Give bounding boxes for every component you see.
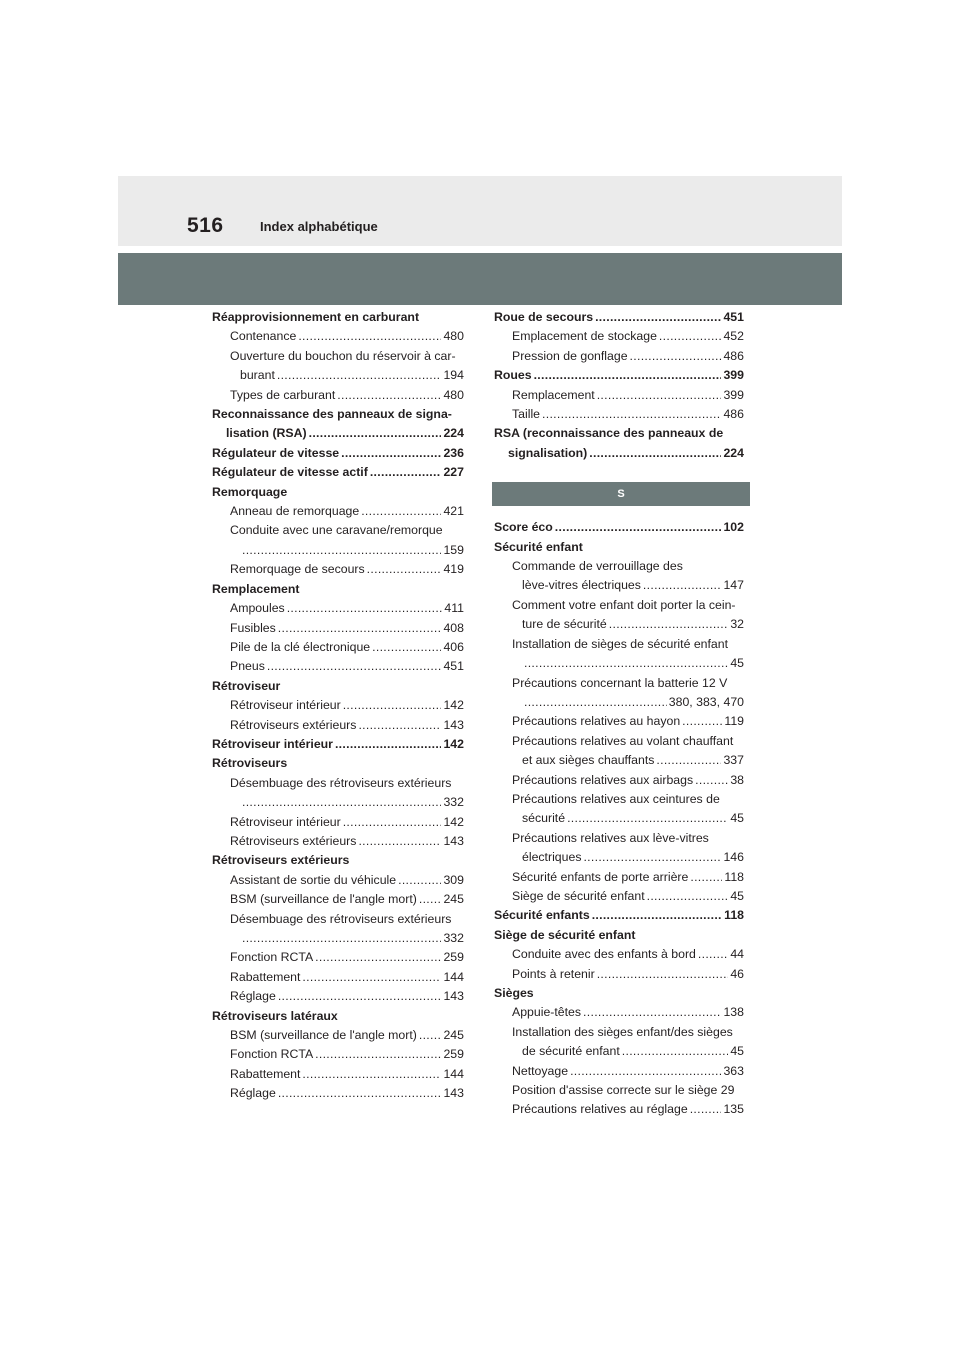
page-reference: 147 bbox=[723, 578, 744, 593]
entry-label: Appuie-têtes bbox=[512, 1005, 582, 1020]
index-subentry bbox=[212, 832, 464, 851]
entry-label: Rétroviseur intérieur bbox=[212, 736, 333, 751]
dot-leader bbox=[698, 945, 728, 964]
dot-leader bbox=[278, 619, 442, 638]
entry-label: Conduite avec des enfants à bord bbox=[512, 947, 696, 962]
entry-label: Rétroviseur intérieur bbox=[230, 814, 341, 829]
page-reference: 224 bbox=[723, 445, 744, 460]
page-reference: 408 bbox=[443, 620, 464, 635]
dot-leader bbox=[278, 987, 442, 1006]
header-title: Index alphabétique bbox=[260, 219, 378, 234]
entry-label: burant bbox=[240, 368, 275, 383]
dot-leader bbox=[524, 654, 728, 673]
dot-leader bbox=[597, 965, 729, 984]
header-dark-band bbox=[118, 253, 842, 305]
dot-leader bbox=[534, 366, 722, 385]
index-heading: Sièges bbox=[494, 986, 534, 1000]
index-subentry-text: Ouverture du bouchon du réservoir à car- bbox=[230, 348, 456, 363]
entry-label: Rétroviseurs extérieurs bbox=[230, 833, 357, 848]
page-reference: 102 bbox=[723, 520, 744, 535]
index-subentry bbox=[494, 405, 744, 424]
page-reference: 245 bbox=[443, 892, 464, 907]
page-reference: 118 bbox=[724, 869, 744, 884]
index-subentry bbox=[212, 619, 464, 638]
dot-leader bbox=[419, 1026, 442, 1045]
entry-label: Rétroviseur intérieur bbox=[230, 698, 341, 713]
index-entries-s bbox=[494, 518, 744, 1120]
entry-label: Points à retenir bbox=[512, 966, 595, 981]
entry-label: lève-vitres électriques bbox=[522, 578, 641, 593]
entry-label: Siège de sécurité enfant bbox=[512, 888, 645, 903]
dot-leader bbox=[622, 1042, 729, 1061]
index-subentry bbox=[212, 890, 464, 909]
index-column-right bbox=[494, 308, 744, 1120]
index-heading: Rétroviseur bbox=[212, 678, 281, 693]
index-entry bbox=[494, 518, 744, 537]
dot-leader bbox=[287, 599, 443, 618]
dot-leader bbox=[358, 832, 441, 851]
index-subentry bbox=[494, 576, 744, 595]
page-reference: 194 bbox=[443, 368, 464, 383]
entry-label: Précautions relatives au réglage bbox=[512, 1102, 688, 1117]
page-reference: 399 bbox=[723, 368, 744, 383]
entry-label: Rabattement bbox=[230, 1066, 301, 1081]
index-subentry bbox=[494, 945, 744, 964]
index-subentry bbox=[494, 965, 744, 984]
entry-label: Pression de gonflage bbox=[512, 348, 628, 363]
page-reference: 46 bbox=[730, 966, 744, 981]
dot-leader bbox=[583, 848, 721, 867]
section-letter-bar bbox=[492, 482, 750, 506]
index-subentry bbox=[212, 541, 464, 560]
dot-leader bbox=[695, 771, 728, 790]
index-subentry bbox=[494, 809, 744, 828]
page-reference: 486 bbox=[723, 348, 744, 363]
page-reference: 332 bbox=[443, 795, 464, 810]
index-subentry-text: Précautions concernant la batterie 12 V bbox=[512, 675, 728, 690]
dot-leader bbox=[343, 813, 442, 832]
dot-leader bbox=[630, 347, 722, 366]
entry-label: Réglage bbox=[230, 1086, 276, 1101]
dot-leader bbox=[570, 1062, 721, 1081]
header-band bbox=[118, 176, 842, 246]
index-heading: Reconnaissance des panneaux de signa- bbox=[212, 407, 452, 422]
entry-label: Ampoules bbox=[230, 601, 285, 616]
index-subentry bbox=[212, 638, 464, 657]
dot-leader bbox=[398, 871, 441, 890]
page-reference: 421 bbox=[443, 504, 464, 519]
page-reference: 135 bbox=[723, 1102, 744, 1117]
section-letter: S bbox=[617, 487, 625, 500]
dot-leader bbox=[277, 366, 442, 385]
index-subentry bbox=[494, 654, 744, 673]
entry-label: Remorquage de secours bbox=[230, 562, 365, 577]
index-subentry bbox=[212, 871, 464, 890]
index-subentry-text: Précautions relatives aux lève-vitres bbox=[512, 830, 709, 845]
dot-leader bbox=[242, 541, 441, 560]
dot-leader bbox=[690, 1100, 722, 1119]
dot-leader bbox=[372, 638, 441, 657]
index-heading: Remplacement bbox=[212, 581, 300, 596]
index-entry bbox=[494, 906, 744, 925]
entry-label: Rabattement bbox=[230, 969, 301, 984]
entry-label: signalisation) bbox=[508, 445, 588, 460]
index-subentry bbox=[212, 1045, 464, 1064]
index-subentry-text: Précautions relatives aux ceintures de bbox=[512, 791, 720, 806]
entry-label: de sécurité enfant bbox=[522, 1044, 620, 1059]
page-reference: 451 bbox=[723, 310, 744, 324]
index-subentry bbox=[494, 444, 744, 463]
index-subentry bbox=[212, 599, 464, 618]
entry-label: Score éco bbox=[494, 520, 553, 535]
index-subentry bbox=[494, 1100, 744, 1119]
page-reference: 380, 383, 470 bbox=[668, 694, 744, 709]
page-reference: 45 bbox=[730, 1044, 744, 1059]
dot-leader bbox=[315, 1045, 441, 1064]
page-reference: 224 bbox=[443, 426, 464, 441]
entry-label: Nettoyage bbox=[512, 1063, 569, 1078]
index-subentry-text: Comment votre enfant doit porter la cein- bbox=[512, 597, 736, 612]
page-reference: 146 bbox=[723, 850, 744, 865]
index-subentry bbox=[212, 793, 464, 812]
dot-leader bbox=[267, 657, 442, 676]
dot-leader bbox=[302, 968, 441, 987]
index-subentry bbox=[494, 615, 744, 634]
entry-label: Sécurité enfants bbox=[494, 908, 590, 923]
index-subentry bbox=[212, 1084, 464, 1103]
page-reference: 480 bbox=[443, 329, 464, 344]
entry-label: Pneus bbox=[230, 659, 265, 674]
index-subentry bbox=[212, 813, 464, 832]
entry-label: BSM (surveillance de l'angle mort) bbox=[230, 892, 417, 907]
index-subentry bbox=[494, 712, 744, 731]
entry-label: Sécurité enfants de porte arrière bbox=[512, 869, 689, 884]
dot-leader bbox=[524, 693, 667, 712]
page-reference: 399 bbox=[723, 387, 744, 402]
index-subentry bbox=[494, 1042, 744, 1061]
dot-leader bbox=[682, 712, 722, 731]
dot-leader bbox=[278, 1084, 442, 1103]
page-reference: 259 bbox=[443, 950, 464, 965]
index-subentry bbox=[494, 848, 744, 867]
page-reference: 45 bbox=[730, 888, 744, 903]
index-heading: Rétroviseurs latéraux bbox=[212, 1008, 338, 1023]
dot-leader bbox=[597, 386, 722, 405]
index-heading: RSA (reconnaissance des panneaux de bbox=[494, 426, 724, 441]
dot-leader bbox=[589, 444, 721, 463]
index-entries-r bbox=[494, 308, 744, 463]
index-subentry-text: Conduite avec une caravane/remorque bbox=[230, 523, 443, 538]
dot-leader bbox=[242, 793, 441, 812]
index-subentry bbox=[494, 386, 744, 405]
page-reference: 44 bbox=[730, 947, 744, 962]
index-subentry bbox=[212, 948, 464, 967]
dot-leader bbox=[341, 444, 441, 463]
dot-leader bbox=[315, 948, 441, 967]
dot-leader bbox=[656, 751, 721, 770]
index-subentry-text: Désembuage des rétroviseurs extérieurs bbox=[230, 775, 452, 790]
entry-label: Emplacement de stockage bbox=[512, 329, 657, 344]
entry-label: Précautions relatives au hayon bbox=[512, 714, 681, 729]
page-reference: 38 bbox=[730, 772, 744, 787]
entry-label: lisation (RSA) bbox=[226, 426, 307, 441]
dot-leader bbox=[643, 576, 722, 595]
page-reference: 486 bbox=[723, 407, 744, 422]
page-reference: 451 bbox=[443, 659, 464, 674]
entry-label: Fusibles bbox=[230, 620, 276, 635]
page-reference: 138 bbox=[723, 1005, 744, 1020]
page-reference: 143 bbox=[443, 1086, 464, 1101]
page-reference: 45 bbox=[730, 811, 744, 826]
index-entry bbox=[212, 444, 464, 463]
dot-leader bbox=[367, 560, 442, 579]
page-reference: 142 bbox=[443, 698, 464, 713]
index-subentry bbox=[212, 929, 464, 948]
dot-leader bbox=[555, 518, 722, 537]
index-subentry bbox=[212, 1065, 464, 1084]
page-reference: 32 bbox=[730, 617, 744, 632]
entry-label: Fonction RCTA bbox=[230, 950, 314, 965]
index-subentry bbox=[212, 560, 464, 579]
page-reference: 236 bbox=[443, 445, 464, 460]
index-entry bbox=[494, 366, 744, 385]
index-subentry bbox=[494, 868, 744, 887]
index-entry bbox=[212, 463, 464, 482]
page-reference: 143 bbox=[443, 833, 464, 848]
index-heading: Remorquage bbox=[212, 484, 288, 499]
index-subentry bbox=[494, 771, 744, 790]
page-reference: 144 bbox=[443, 1066, 464, 1081]
index-column-left bbox=[212, 308, 464, 1104]
index-subentry bbox=[494, 347, 744, 366]
entry-label: Rétroviseurs extérieurs bbox=[230, 717, 357, 732]
index-subentry bbox=[494, 693, 744, 712]
index-subentry bbox=[494, 887, 744, 906]
dot-leader bbox=[595, 308, 721, 327]
page-reference: 452 bbox=[723, 329, 744, 344]
entry-label: Roue de secours bbox=[494, 310, 594, 324]
index-heading: Siège de sécurité enfant bbox=[494, 927, 636, 942]
index-subentry bbox=[212, 327, 464, 346]
index-heading: Rétroviseurs bbox=[212, 756, 288, 771]
entry-label: Anneau de remorquage bbox=[230, 504, 360, 519]
page-reference: 337 bbox=[723, 753, 744, 768]
index-subentry-text: Position d'assise correcte sur le siège 29 bbox=[512, 1083, 735, 1098]
page-reference: 227 bbox=[443, 465, 464, 480]
dot-leader bbox=[361, 502, 441, 521]
entry-label: Pile de la clé électronique bbox=[230, 639, 371, 654]
dot-leader bbox=[242, 929, 441, 948]
index-subentry bbox=[212, 987, 464, 1006]
page-reference: 143 bbox=[443, 989, 464, 1004]
entry-label: BSM (surveillance de l'angle mort) bbox=[230, 1028, 417, 1043]
page-reference: 309 bbox=[443, 872, 464, 887]
index-subentry-text: Commande de verrouillage des bbox=[512, 559, 683, 574]
dot-leader bbox=[583, 1003, 721, 1022]
index-heading: Sécurité enfant bbox=[494, 539, 583, 554]
dot-leader bbox=[609, 615, 729, 634]
index-subentry bbox=[212, 502, 464, 521]
page-reference: 363 bbox=[723, 1063, 744, 1078]
dot-leader bbox=[298, 327, 441, 346]
page-reference: 259 bbox=[443, 1047, 464, 1062]
entry-label: ture de sécurité bbox=[522, 617, 607, 632]
dot-leader bbox=[358, 716, 441, 735]
dot-leader bbox=[647, 887, 729, 906]
index-subentry bbox=[212, 366, 464, 385]
dot-leader bbox=[567, 809, 728, 828]
index-subentry bbox=[212, 424, 464, 443]
dot-leader bbox=[343, 696, 442, 715]
page-reference: 159 bbox=[443, 542, 464, 557]
dot-leader bbox=[302, 1065, 441, 1084]
page-reference: 119 bbox=[724, 714, 744, 729]
entry-label: sécurité bbox=[522, 811, 566, 826]
index-subentry bbox=[212, 716, 464, 735]
entry-label: Réglage bbox=[230, 989, 276, 1004]
entry-label: Roues bbox=[494, 368, 532, 383]
page-reference: 480 bbox=[443, 387, 464, 402]
index-subentry-text: Installation de sièges de sécurité enfant bbox=[512, 636, 729, 651]
index-subentry-text: Installation des sièges enfant/des sièges bbox=[512, 1024, 733, 1039]
index-subentry bbox=[212, 386, 464, 405]
page-number: 516 bbox=[187, 214, 224, 237]
page-reference: 419 bbox=[443, 562, 464, 577]
dot-leader bbox=[659, 327, 722, 346]
index-subentry bbox=[494, 1062, 744, 1081]
entry-label: Taille bbox=[512, 407, 541, 422]
index-subentry bbox=[212, 968, 464, 987]
entry-label: et aux sièges chauffants bbox=[522, 753, 655, 768]
entry-label: Régulateur de vitesse bbox=[212, 445, 340, 460]
index-entry bbox=[494, 308, 744, 327]
page-reference: 411 bbox=[444, 601, 464, 616]
entry-label: électriques bbox=[522, 850, 582, 865]
page-reference: 245 bbox=[443, 1028, 464, 1043]
index-entry bbox=[212, 735, 464, 754]
entry-label: Assistant de sortie du véhicule bbox=[230, 872, 397, 887]
dot-leader bbox=[592, 906, 722, 925]
page-reference: 142 bbox=[443, 814, 464, 829]
dot-leader bbox=[370, 463, 442, 482]
dot-leader bbox=[309, 424, 442, 443]
index-subentry bbox=[494, 1003, 744, 1022]
entry-label: Contenance bbox=[230, 329, 297, 344]
dot-leader bbox=[337, 386, 441, 405]
page-reference: 144 bbox=[443, 969, 464, 984]
page-reference: 118 bbox=[724, 908, 744, 923]
dot-leader bbox=[542, 405, 721, 424]
page-reference: 406 bbox=[443, 639, 464, 654]
index-heading: Réapprovisionnement en carburant bbox=[212, 310, 420, 324]
index-subentry-text: Précautions relatives au volant chauffant bbox=[512, 733, 734, 748]
page-reference: 332 bbox=[443, 931, 464, 945]
index-subentry bbox=[212, 1026, 464, 1045]
index-subentry bbox=[212, 657, 464, 676]
index-subentry-text: Désembuage des rétroviseurs extérieurs bbox=[230, 911, 452, 926]
dot-leader bbox=[419, 890, 442, 909]
page-reference: 142 bbox=[443, 736, 464, 751]
entry-label: Remplacement bbox=[512, 387, 595, 402]
index-subentry bbox=[494, 751, 744, 770]
index-heading: Rétroviseurs extérieurs bbox=[212, 853, 350, 868]
entry-label: Régulateur de vitesse actif bbox=[212, 465, 368, 480]
page-reference: 143 bbox=[443, 717, 464, 732]
index-subentry bbox=[212, 696, 464, 715]
entry-label: Précautions relatives aux airbags bbox=[512, 772, 694, 787]
index-subentry bbox=[494, 327, 744, 346]
dot-leader bbox=[690, 868, 722, 887]
entry-label: Types de carburant bbox=[230, 387, 336, 402]
page-reference: 45 bbox=[730, 656, 744, 671]
entry-label: Fonction RCTA bbox=[230, 1047, 314, 1062]
dot-leader bbox=[335, 735, 442, 754]
